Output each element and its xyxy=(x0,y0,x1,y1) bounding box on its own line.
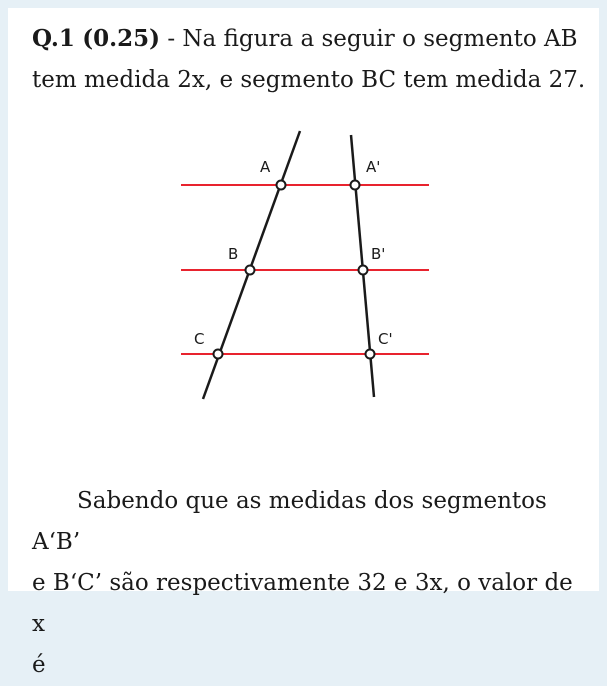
label-B-prime: B' xyxy=(371,245,386,263)
question-text-line1: - Na figura a seguir o segmento AB xyxy=(160,26,578,52)
label-C-prime: C' xyxy=(378,330,393,348)
question-points: (0.25) xyxy=(82,25,161,52)
label-A: A xyxy=(260,158,271,176)
question-card xyxy=(8,8,599,678)
point-C xyxy=(214,350,223,359)
label-B: B xyxy=(228,245,239,263)
point-A xyxy=(277,181,286,190)
point-B-prime xyxy=(359,266,368,275)
closing-line3: é xyxy=(32,652,46,678)
label-A-prime: A' xyxy=(366,158,381,176)
closing-line1: Sabendo que as medidas dos segmentos A‘B’ xyxy=(32,488,547,555)
closing-text xyxy=(32,481,592,686)
label-C: C xyxy=(194,330,205,348)
closing-line2: e B‘C’ são respectivamente 32 e 3x, o valor de x xyxy=(32,570,573,637)
question-text-line2: tem medida 2x, e segmento BC tem medida 27. xyxy=(32,67,586,93)
point-A-prime xyxy=(351,181,360,190)
point-B xyxy=(246,266,255,275)
question-number: Q.1 xyxy=(32,25,75,52)
point-C-prime xyxy=(366,350,375,359)
